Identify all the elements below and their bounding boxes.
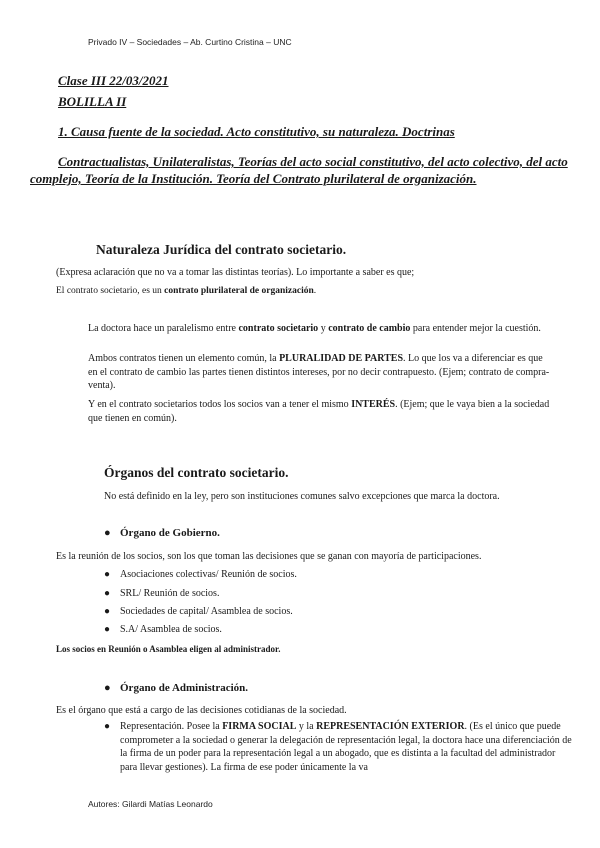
administracion-heading: ● Órgano de Administración. xyxy=(104,682,249,694)
topic-heading-line2: Contractualistas, Unilateralistas, Teorías del acto social constitutivo, del acto colectivo, del acto complejo, Teoría de la Institución. Teoría del Contrato plurilateral de organización. xyxy=(30,154,568,186)
page-footer: Autores: Gilardi Matías Leonardo xyxy=(88,799,213,809)
organos-heading: Órganos del contrato societario. xyxy=(104,465,289,480)
list-item: ● SRL/ Reunión de socios. xyxy=(104,588,220,599)
paragraph-pluralidad: Ambos contratos tienen un elemento común, la PLURALIDAD DE PARTES. Lo que los va a diferenciar es que en el contrato de cambio las partes tienen distintos intereses, por no decir contrapuesto. (Ejem; contrato de compra-venta). xyxy=(88,353,550,391)
bolilla-title: BOLILLA II xyxy=(58,94,127,109)
bullet-icon: ● xyxy=(104,682,111,694)
bullet-icon: ● xyxy=(104,624,111,635)
naturaleza-heading: Naturaleza Jurídica del contrato societario. xyxy=(96,242,347,257)
gobierno-description: Es la reunión de los socios, son los que toman las decisiones que se ganan con mayoría de participaciones. xyxy=(56,551,482,562)
naturaleza-definition: El contrato societario, es un contrato plurilateral de organización. xyxy=(56,286,317,296)
topic-heading-line1: 1. Causa fuente de la sociedad. Acto constitutivo, su naturaleza. Doctrinas xyxy=(58,124,455,139)
gobierno-heading: ● Órgano de Gobierno. xyxy=(104,527,220,539)
bullet-icon: ● xyxy=(104,721,111,732)
paragraph-paralelismo: La doctora hace un paralelismo entre contrato societario y contrato de cambio para entender mejor la cuestión. xyxy=(88,323,541,334)
page-header: Privado IV – Sociedades – Ab. Curtino Cristina – UNC xyxy=(88,37,292,47)
organos-intro: No está definido en la ley, pero son instituciones comunes salvo excepciones que marca la doctora. xyxy=(104,491,500,502)
list-item: ● Asociaciones colectivas/ Reunión de socios. xyxy=(104,569,297,580)
naturaleza-intro: (Expresa aclaración que no va a tomar las distintas teorías). Lo importante a saber es que; xyxy=(56,267,415,278)
bullet-icon: ● xyxy=(104,588,111,599)
bullet-icon: ● xyxy=(104,527,111,539)
class-date-title: Clase III 22/03/2021 xyxy=(58,73,169,88)
bullet-icon: ● xyxy=(104,606,111,617)
list-item: ● Sociedades de capital/ Asamblea de socios. xyxy=(104,606,293,617)
bullet-icon: ● xyxy=(104,569,111,580)
list-item: ● S.A/ Asamblea de socios. xyxy=(104,624,222,635)
paragraph-interes: Y en el contrato societarios todos los socios van a tener el mismo INTERÉS. (Ejem; que le vaya bien a la sociedad que tienen en común). xyxy=(88,399,550,424)
gobierno-note: Los socios en Reunión o Asamblea eligen al administrador. xyxy=(56,644,281,654)
administracion-description: Es el órgano que está a cargo de las decisiones cotidianas de la sociedad. xyxy=(56,705,347,716)
representacion-item: ● Representación. Posee la FIRMA SOCIAL y la REPRESENTACIÓN EXTERIOR. (Es el único que puede comprometer a la sociedad o generar la delegación de representación legal, la doctora hace una diferenciación de la firma de un poder para la representación legal a un abogado, que es distinta a la facultad del administrador para llevar gestiones). La firma de ese poder únicamente la va xyxy=(104,721,572,773)
